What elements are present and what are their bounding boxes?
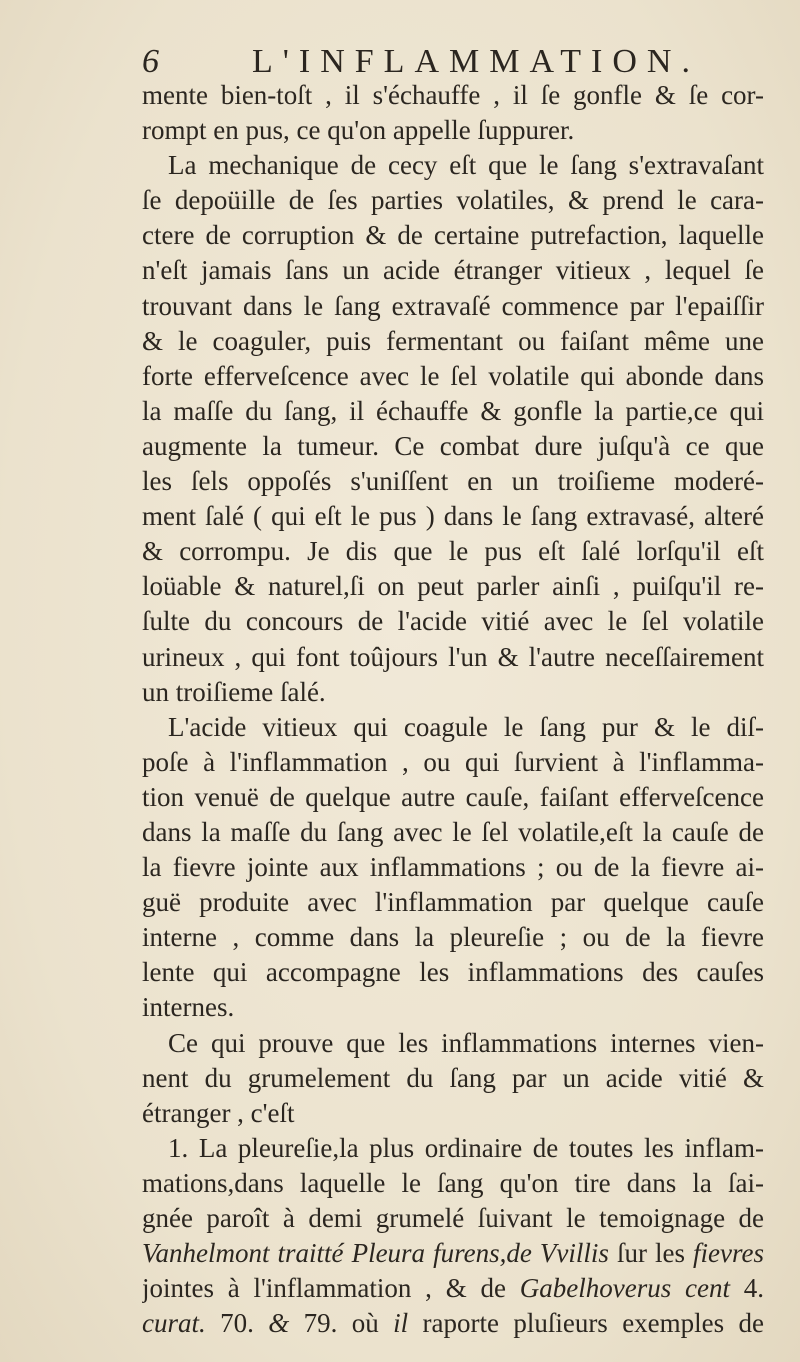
text-line: ment ſalé ( qui eſt le pus ) dans le ſang extravasé, alteré: [142, 501, 764, 532]
text-line: [142, 1271, 764, 1306]
text-line: 1. La pleureſie,la plus ordinaire de toutes les inflam-: [168, 1132, 764, 1163]
text-line: la fievre jointe aux inflammations ; ou de la fievre ai-: [142, 852, 764, 883]
text-line: & corrompu. Je dis que le pus eſt ſalé lorſqu'il eſt: [142, 536, 764, 567]
italic-text-segment: Vvillis: [539, 1238, 609, 1269]
text-line: loüable & naturel,ſi on peut parler ainſi , puiſqu'il re-: [142, 571, 764, 602]
text-line: tion venuë de quelque autre cauſe, faiſant effervеſcence: [142, 781, 764, 812]
text-segment: jointes à l'inflammation , & de: [142, 1273, 520, 1304]
italic-text-segment: fievres: [693, 1238, 764, 1269]
text-segment: ſur les: [608, 1238, 694, 1269]
italic-text-segment: &: [268, 1308, 290, 1339]
text-line: poſe à l'inflammation , ou qui ſurvient à l'inflamma-: [142, 746, 764, 777]
running-title: L'INFLAMMATION.: [252, 43, 700, 80]
italic-text-segment: Gabelhoverus cent: [519, 1273, 730, 1304]
text-segment: raporte pluſieurs exemples de: [408, 1308, 764, 1339]
text-line: rompt en pus, ce qu'on appelle ſuppurer.: [142, 115, 575, 146]
text-line: interne , comme dans la pleureſie ; ou de la fievre: [142, 922, 764, 953]
italic-text-segment: curat.: [142, 1308, 206, 1339]
text-line: & le coaguler, puis fermentant ou faiſant même une: [142, 325, 764, 356]
text-line: internes.: [142, 992, 235, 1023]
text-line: forte effervеſcence avec le ſel volatile qui abonde dans: [142, 360, 764, 391]
text-line: urineux , qui font toûjours l'un & l'autre neceſſairement: [142, 641, 764, 672]
text-line: étranger , c'eſt: [142, 1097, 295, 1128]
text-line: Ce qui prouve que les inflammations internes vien-: [168, 1027, 764, 1058]
text-line: La mechanique de cecy eſt que le ſang s'extravaſant: [168, 150, 764, 181]
italic-text-segment: ,de: [499, 1238, 540, 1269]
text-line: gnée paroît à demi grumelé ſuivant le temoignage de: [142, 1203, 764, 1233]
text-line: un troiſieme ſalé.: [142, 676, 326, 707]
text-segment: 4.: [729, 1273, 764, 1304]
text-line: ctere de corruption & de certaine putrefaction, laquelle: [142, 220, 764, 251]
text-line: nent du grumelement du ſang par un acide vitié &: [142, 1062, 764, 1093]
text-line: trouvant dans le ſang extravaſé commence par l'epaiſſir: [142, 290, 764, 321]
page-number: 6: [142, 43, 159, 80]
text-segment: 70.: [205, 1308, 269, 1339]
text-line: ſe depoüille de ſes parties volatiles, & prend le cara-: [142, 185, 764, 216]
text-line: [142, 1306, 764, 1341]
text-line: L'acide vitieux qui coagule le ſang pur & le diſ-: [168, 711, 764, 742]
text-line: ſulte du concours de l'acide vitié avec le ſel volatile: [142, 606, 764, 637]
italic-text-segment: Vanhelmont traitté Pleura furens: [142, 1238, 500, 1269]
text-line: n'eſt jamais ſans un acide étranger vitieux , lequel ſe: [142, 255, 764, 286]
text-line: augmente la tumeur. Ce combat dure juſqu'à ce que: [142, 430, 764, 461]
italic-text-segment: il: [393, 1308, 409, 1339]
text-line: mations,dans laquelle le ſang qu'on tire dans la ſai-: [142, 1167, 764, 1198]
text-line: lente qui accompagne les inflammations des cauſes: [142, 957, 764, 988]
body-text: [142, 78, 764, 1341]
text-line: [142, 1236, 764, 1271]
text-line: les ſels oppoſés s'uniſſent en un troiſieme moderé-: [142, 466, 764, 497]
text-segment: 79. où: [289, 1308, 394, 1339]
text-line: dans la maſſe du ſang avec le ſel volatile,eſt la cauſe de: [142, 816, 764, 847]
text-line: mente bien-toſt , il s'échauffe , il ſe gonfle & ſe cor-: [142, 80, 764, 110]
text-line: guë produite avec l'inflammation par quelque cauſe: [142, 887, 764, 918]
text-line: la maſſe du ſang, il échauffe & gonfle la partie,ce qui: [142, 395, 764, 426]
